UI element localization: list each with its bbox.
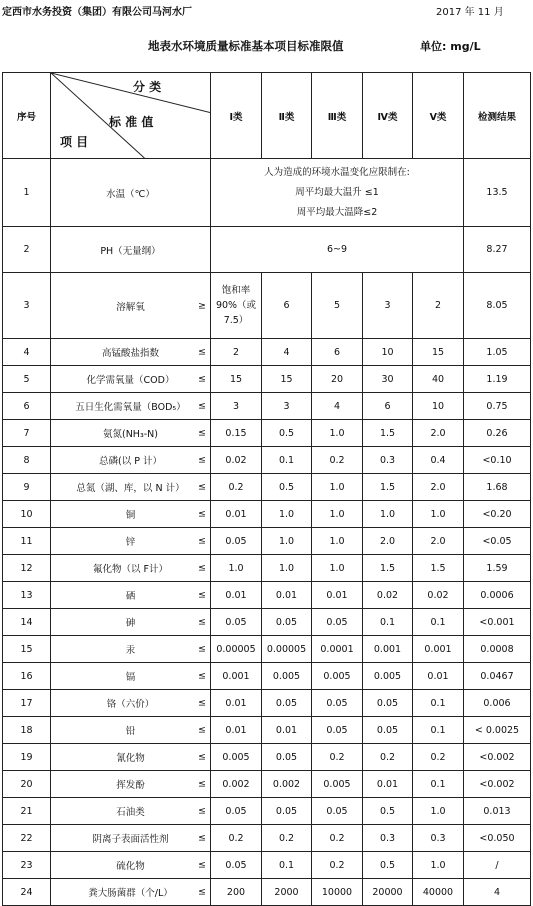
- class-5-value: 1.5: [413, 555, 464, 582]
- row-number: 2: [3, 227, 51, 273]
- class-5-value: 0.01: [413, 663, 464, 690]
- header-result: 检测结果: [464, 73, 531, 159]
- merged-standard-cell: [211, 227, 464, 273]
- item-name: 砷: [125, 618, 136, 629]
- class-3-value: 0.005: [312, 663, 363, 690]
- class-5-value: 2.0: [413, 420, 464, 447]
- row-number: 13: [3, 582, 51, 609]
- table-row: [3, 528, 531, 555]
- organization-name: 定西市水务投资（集团）有限公司马河水厂: [2, 7, 192, 18]
- header-class-5: Ⅴ类: [413, 73, 464, 159]
- item-name: 挥发酚: [116, 780, 145, 791]
- class-4-value: 30: [363, 366, 413, 393]
- class-3-value: 0.05: [312, 798, 363, 825]
- item-name: 总磷(以 P 计）: [99, 456, 162, 467]
- document-title: 地表水环境质量标准基本项目标准限值: [148, 39, 344, 53]
- class-5-value: 1.0: [413, 852, 464, 879]
- item-name-cell: [51, 474, 211, 501]
- class-1-value: 0.01: [211, 582, 262, 609]
- limit-symbol: ≤: [198, 481, 206, 493]
- class-4-value: 0.05: [363, 717, 413, 744]
- class-2-value: 0.05: [262, 609, 312, 636]
- class-3-value: 0.05: [312, 690, 363, 717]
- unit-label: 单位: mg/L: [420, 40, 481, 53]
- merged-standard-cell: [211, 159, 464, 227]
- item-name: 氟化物（以 F计）: [93, 564, 168, 575]
- test-result: < 0.0025: [464, 717, 531, 744]
- row-number: 9: [3, 474, 51, 501]
- table-row: [3, 825, 531, 852]
- class-1-value: 0.00005: [211, 636, 262, 663]
- table-row: [3, 273, 531, 339]
- merged-standard-line: 6~9: [326, 243, 348, 255]
- item-name: 锌: [125, 537, 136, 548]
- class-2-value: 0.1: [262, 447, 312, 474]
- table-row: [3, 555, 531, 582]
- row-number: 21: [3, 798, 51, 825]
- class-1-value: 15: [211, 366, 262, 393]
- item-name: 石油类: [116, 807, 145, 818]
- item-name-cell: [51, 609, 211, 636]
- item-name: 氰化物: [116, 753, 145, 764]
- diag-category-label: 分 类: [133, 80, 162, 94]
- limit-symbol: ≤: [198, 643, 206, 655]
- class-4-value: 0.3: [363, 825, 413, 852]
- item-name: 氨氮(NH₃-N): [102, 429, 158, 440]
- class-5-value: 0.1: [413, 690, 464, 717]
- row-number: 14: [3, 609, 51, 636]
- class-2-value: 0.00005: [262, 636, 312, 663]
- row-number: 17: [3, 690, 51, 717]
- limit-symbol: ≤: [198, 616, 206, 628]
- item-name-cell: [51, 393, 211, 420]
- item-name: 高锰酸盐指数: [101, 348, 159, 359]
- item-name-cell: [51, 447, 211, 474]
- table-row: [3, 744, 531, 771]
- class-5-value: 2: [413, 273, 464, 339]
- item-name: 镉: [125, 672, 136, 683]
- class-5-value: 40000: [413, 879, 464, 906]
- table-row: [3, 447, 531, 474]
- table-row: [3, 636, 531, 663]
- class-4-value: 0.5: [363, 798, 413, 825]
- item-name: 溶解氧: [116, 301, 145, 313]
- class-1-value-line: 7.5）: [223, 315, 249, 326]
- class-5-value: 0.001: [413, 636, 464, 663]
- table-row: [3, 339, 531, 366]
- test-result: 8.27: [464, 227, 531, 273]
- class-5-value: 0.02: [413, 582, 464, 609]
- class-4-value: 0.1: [363, 609, 413, 636]
- row-number: 20: [3, 771, 51, 798]
- item-name-cell: [51, 690, 211, 717]
- class-1-value: 0.02: [211, 447, 262, 474]
- item-name-cell: [51, 717, 211, 744]
- class-2-value: 0.05: [262, 798, 312, 825]
- class-2-value: 0.05: [262, 744, 312, 771]
- class-3-value: 1.0: [312, 555, 363, 582]
- class-2-value: 1.0: [262, 555, 312, 582]
- item-name: PH（无量纲）: [100, 245, 161, 257]
- class-3-value: 0.2: [312, 447, 363, 474]
- class-2-value: 0.1: [262, 852, 312, 879]
- table-row: [3, 393, 531, 420]
- item-name: 化学需氧量（COD）: [86, 375, 175, 386]
- class-2-value: 0.01: [262, 582, 312, 609]
- limit-symbol: ≤: [198, 535, 206, 547]
- item-name-cell: [51, 852, 211, 879]
- class-4-value: 0.3: [363, 447, 413, 474]
- table-row: [3, 366, 531, 393]
- class-3-value: 0.0001: [312, 636, 363, 663]
- class-3-value: 0.05: [312, 717, 363, 744]
- item-name-cell: [51, 366, 211, 393]
- item-name: 铅: [125, 726, 136, 737]
- limit-symbol: ≤: [198, 400, 206, 412]
- item-name: 硫化物: [116, 861, 145, 872]
- merged-standard-line: 周平均最大温降≤2: [296, 206, 378, 218]
- row-number: 1: [3, 159, 51, 227]
- row-number: 11: [3, 528, 51, 555]
- class-1-value: 3: [211, 393, 262, 420]
- item-name: 总氮（湖、库，以 N 计）: [76, 483, 185, 494]
- test-result: 0.013: [464, 798, 531, 825]
- class-4-value: 0.01: [363, 771, 413, 798]
- class-3-value: 6: [312, 339, 363, 366]
- class-4-value: 0.2: [363, 744, 413, 771]
- row-number: 22: [3, 825, 51, 852]
- test-result: <0.050: [464, 825, 531, 852]
- class-4-value: 1.5: [363, 555, 413, 582]
- class-5-value: 1.0: [413, 798, 464, 825]
- class-3-value: 1.0: [312, 528, 363, 555]
- limit-symbol: ≤: [198, 724, 206, 736]
- class-2-value: 0.01: [262, 717, 312, 744]
- limit-symbol: ≤: [198, 697, 206, 709]
- item-name: 硒: [125, 591, 136, 602]
- header-class-2: Ⅱ类: [262, 73, 312, 159]
- class-1-value: 0.2: [211, 474, 262, 501]
- limit-symbol: ≤: [198, 589, 206, 601]
- test-result: 0.0467: [464, 663, 531, 690]
- test-result: 0.75: [464, 393, 531, 420]
- limit-symbol: ≤: [198, 373, 206, 385]
- limit-symbol: ≤: [198, 346, 206, 358]
- table-row: [3, 663, 531, 690]
- limit-symbol: ≤: [198, 751, 206, 763]
- class-2-value: 6: [262, 273, 312, 339]
- merged-standard-line: 人为造成的环境水温变化应限制在:: [264, 166, 410, 178]
- test-result: /: [464, 852, 531, 879]
- test-result: 0.006: [464, 690, 531, 717]
- test-result: <0.05: [464, 528, 531, 555]
- test-result: <0.002: [464, 771, 531, 798]
- row-number: 8: [3, 447, 51, 474]
- class-2-value: 0.05: [262, 690, 312, 717]
- class-2-value: 15: [262, 366, 312, 393]
- row-number: 3: [3, 273, 51, 339]
- limit-symbol: ≤: [198, 832, 206, 844]
- class-3-value: 0.01: [312, 582, 363, 609]
- item-name: 汞: [125, 645, 136, 656]
- item-name: 水温（℃）: [106, 188, 155, 200]
- class-2-value: 1.0: [262, 501, 312, 528]
- class-5-value: 0.1: [413, 609, 464, 636]
- test-result: 1.05: [464, 339, 531, 366]
- row-number: 18: [3, 717, 51, 744]
- diag-item-label: 项 目: [60, 135, 89, 149]
- limit-symbol: ≤: [198, 778, 206, 790]
- class-4-value: 2.0: [363, 528, 413, 555]
- class-3-value: 20: [312, 366, 363, 393]
- item-name-cell: [51, 636, 211, 663]
- class-3-value: 0.05: [312, 609, 363, 636]
- limit-symbol: ≤: [198, 427, 206, 439]
- class-2-value: 0.002: [262, 771, 312, 798]
- limit-symbol: ≤: [198, 562, 206, 574]
- class-4-value: 20000: [363, 879, 413, 906]
- test-result: <0.002: [464, 744, 531, 771]
- header-seq: 序号: [3, 73, 51, 159]
- table-row: [3, 690, 531, 717]
- class-2-value: 3: [262, 393, 312, 420]
- row-number: 7: [3, 420, 51, 447]
- item-name-cell: [51, 501, 211, 528]
- class-3-value: 10000: [312, 879, 363, 906]
- class-4-value: 0.02: [363, 582, 413, 609]
- test-result: <0.001: [464, 609, 531, 636]
- table-row: [3, 879, 531, 906]
- limit-symbol: ≤: [198, 670, 206, 682]
- class-3-value: 5: [312, 273, 363, 339]
- test-result: 8.05: [464, 273, 531, 339]
- table-row: [3, 474, 531, 501]
- limit-symbol: ≤: [198, 859, 206, 871]
- class-4-value: 6: [363, 393, 413, 420]
- class-3-value: 1.0: [312, 420, 363, 447]
- class-2-value: 0.5: [262, 474, 312, 501]
- item-name-cell: [51, 825, 211, 852]
- row-number: 12: [3, 555, 51, 582]
- table-row: [3, 227, 531, 273]
- row-number: 4: [3, 339, 51, 366]
- class-4-value: 3: [363, 273, 413, 339]
- class-1-value-line: 90%（或: [215, 300, 257, 311]
- class-4-value: 0.05: [363, 690, 413, 717]
- table-row: [3, 717, 531, 744]
- class-1-value: 0.05: [211, 528, 262, 555]
- item-name-cell: [51, 227, 211, 273]
- class-1-value: [211, 273, 262, 339]
- limit-symbol: ≥: [198, 300, 206, 311]
- row-number: 6: [3, 393, 51, 420]
- class-1-value: 0.001: [211, 663, 262, 690]
- class-4-value: 10: [363, 339, 413, 366]
- test-result: 1.68: [464, 474, 531, 501]
- item-name-cell: [51, 555, 211, 582]
- test-result: 1.59: [464, 555, 531, 582]
- class-5-value: 0.2: [413, 744, 464, 771]
- class-2-value: 2000: [262, 879, 312, 906]
- class-2-value: 1.0: [262, 528, 312, 555]
- test-result: <0.20: [464, 501, 531, 528]
- item-name: 五日生化需氧量（BOD₅）: [75, 402, 186, 413]
- test-result: 4: [464, 879, 531, 906]
- class-2-value: 4: [262, 339, 312, 366]
- table-row: [3, 582, 531, 609]
- class-3-value: 0.2: [312, 852, 363, 879]
- item-name-cell: [51, 159, 211, 227]
- class-2-value: 0.005: [262, 663, 312, 690]
- class-5-value: 0.3: [413, 825, 464, 852]
- class-1-value: 0.15: [211, 420, 262, 447]
- class-1-value: 0.05: [211, 798, 262, 825]
- class-1-value-line: 饱和率: [221, 285, 251, 296]
- class-1-value: 200: [211, 879, 262, 906]
- limit-symbol: ≤: [198, 508, 206, 520]
- class-4-value: 1.0: [363, 501, 413, 528]
- class-1-value: 0.002: [211, 771, 262, 798]
- header-class-3: Ⅲ类: [312, 73, 363, 159]
- class-5-value: 1.0: [413, 501, 464, 528]
- class-1-value: 0.01: [211, 717, 262, 744]
- class-1-value: 0.05: [211, 609, 262, 636]
- limit-symbol: ≤: [198, 886, 206, 898]
- test-result: 0.26: [464, 420, 531, 447]
- item-name-cell: [51, 339, 211, 366]
- item-name: 铬（六价）: [106, 699, 155, 710]
- class-1-value: 0.01: [211, 501, 262, 528]
- header-class-1: Ⅰ类: [211, 73, 262, 159]
- diagonal-header-cell: [51, 73, 211, 159]
- row-number: 10: [3, 501, 51, 528]
- diag-standard-label: 标 准 值: [109, 115, 154, 129]
- test-result: 0.0008: [464, 636, 531, 663]
- item-name: 铜: [125, 510, 136, 521]
- class-5-value: 15: [413, 339, 464, 366]
- row-number: 24: [3, 879, 51, 906]
- item-name-cell: [51, 582, 211, 609]
- item-name-cell: [51, 771, 211, 798]
- class-5-value: 2.0: [413, 474, 464, 501]
- standards-table: [2, 72, 531, 906]
- class-4-value: 1.5: [363, 420, 413, 447]
- item-name-cell: [51, 528, 211, 555]
- table-row: [3, 852, 531, 879]
- item-name-cell: [51, 879, 211, 906]
- class-4-value: 0.5: [363, 852, 413, 879]
- merged-standard-line: 周平均最大温升 ≤1: [295, 186, 379, 198]
- item-name: 粪大肠菌群（个/L）: [88, 888, 173, 899]
- class-5-value: 40: [413, 366, 464, 393]
- test-result: 13.5: [464, 159, 531, 227]
- item-name-cell: [51, 663, 211, 690]
- test-result: 1.19: [464, 366, 531, 393]
- row-number: 23: [3, 852, 51, 879]
- class-3-value: 4: [312, 393, 363, 420]
- class-3-value: 0.2: [312, 744, 363, 771]
- class-4-value: 0.005: [363, 663, 413, 690]
- table-row: [3, 501, 531, 528]
- class-3-value: 1.0: [312, 501, 363, 528]
- item-name-cell: [51, 420, 211, 447]
- class-3-value: 0.005: [312, 771, 363, 798]
- class-1-value: 0.2: [211, 825, 262, 852]
- limit-symbol: ≤: [198, 454, 206, 466]
- table-row: [3, 420, 531, 447]
- class-5-value: 0.1: [413, 771, 464, 798]
- class-5-value: 0.1: [413, 717, 464, 744]
- class-5-value: 10: [413, 393, 464, 420]
- class-3-value: 0.2: [312, 825, 363, 852]
- row-number: 5: [3, 366, 51, 393]
- row-number: 15: [3, 636, 51, 663]
- item-name-cell: [51, 744, 211, 771]
- item-name: 阴离子表面活性剂: [92, 834, 169, 845]
- header-class-4: Ⅳ类: [363, 73, 413, 159]
- class-1-value: 0.01: [211, 690, 262, 717]
- test-result: <0.10: [464, 447, 531, 474]
- class-5-value: 0.4: [413, 447, 464, 474]
- row-number: 16: [3, 663, 51, 690]
- class-5-value: 2.0: [413, 528, 464, 555]
- test-result: 0.0006: [464, 582, 531, 609]
- class-2-value: 0.2: [262, 825, 312, 852]
- item-name-cell: [51, 273, 211, 339]
- limit-symbol: ≤: [198, 805, 206, 817]
- class-4-value: 1.5: [363, 474, 413, 501]
- table-row: [3, 798, 531, 825]
- class-1-value: 1.0: [211, 555, 262, 582]
- header-row: [3, 73, 531, 159]
- row-number: 19: [3, 744, 51, 771]
- class-3-value: 1.0: [312, 474, 363, 501]
- class-4-value: 0.001: [363, 636, 413, 663]
- table-row: [3, 159, 531, 227]
- class-1-value: 2: [211, 339, 262, 366]
- item-name-cell: [51, 798, 211, 825]
- report-date: 2017 年 11 月: [436, 7, 504, 18]
- table-row: [3, 609, 531, 636]
- class-1-value: 0.005: [211, 744, 262, 771]
- class-2-value: 0.5: [262, 420, 312, 447]
- class-1-value: 0.05: [211, 852, 262, 879]
- table-row: [3, 771, 531, 798]
